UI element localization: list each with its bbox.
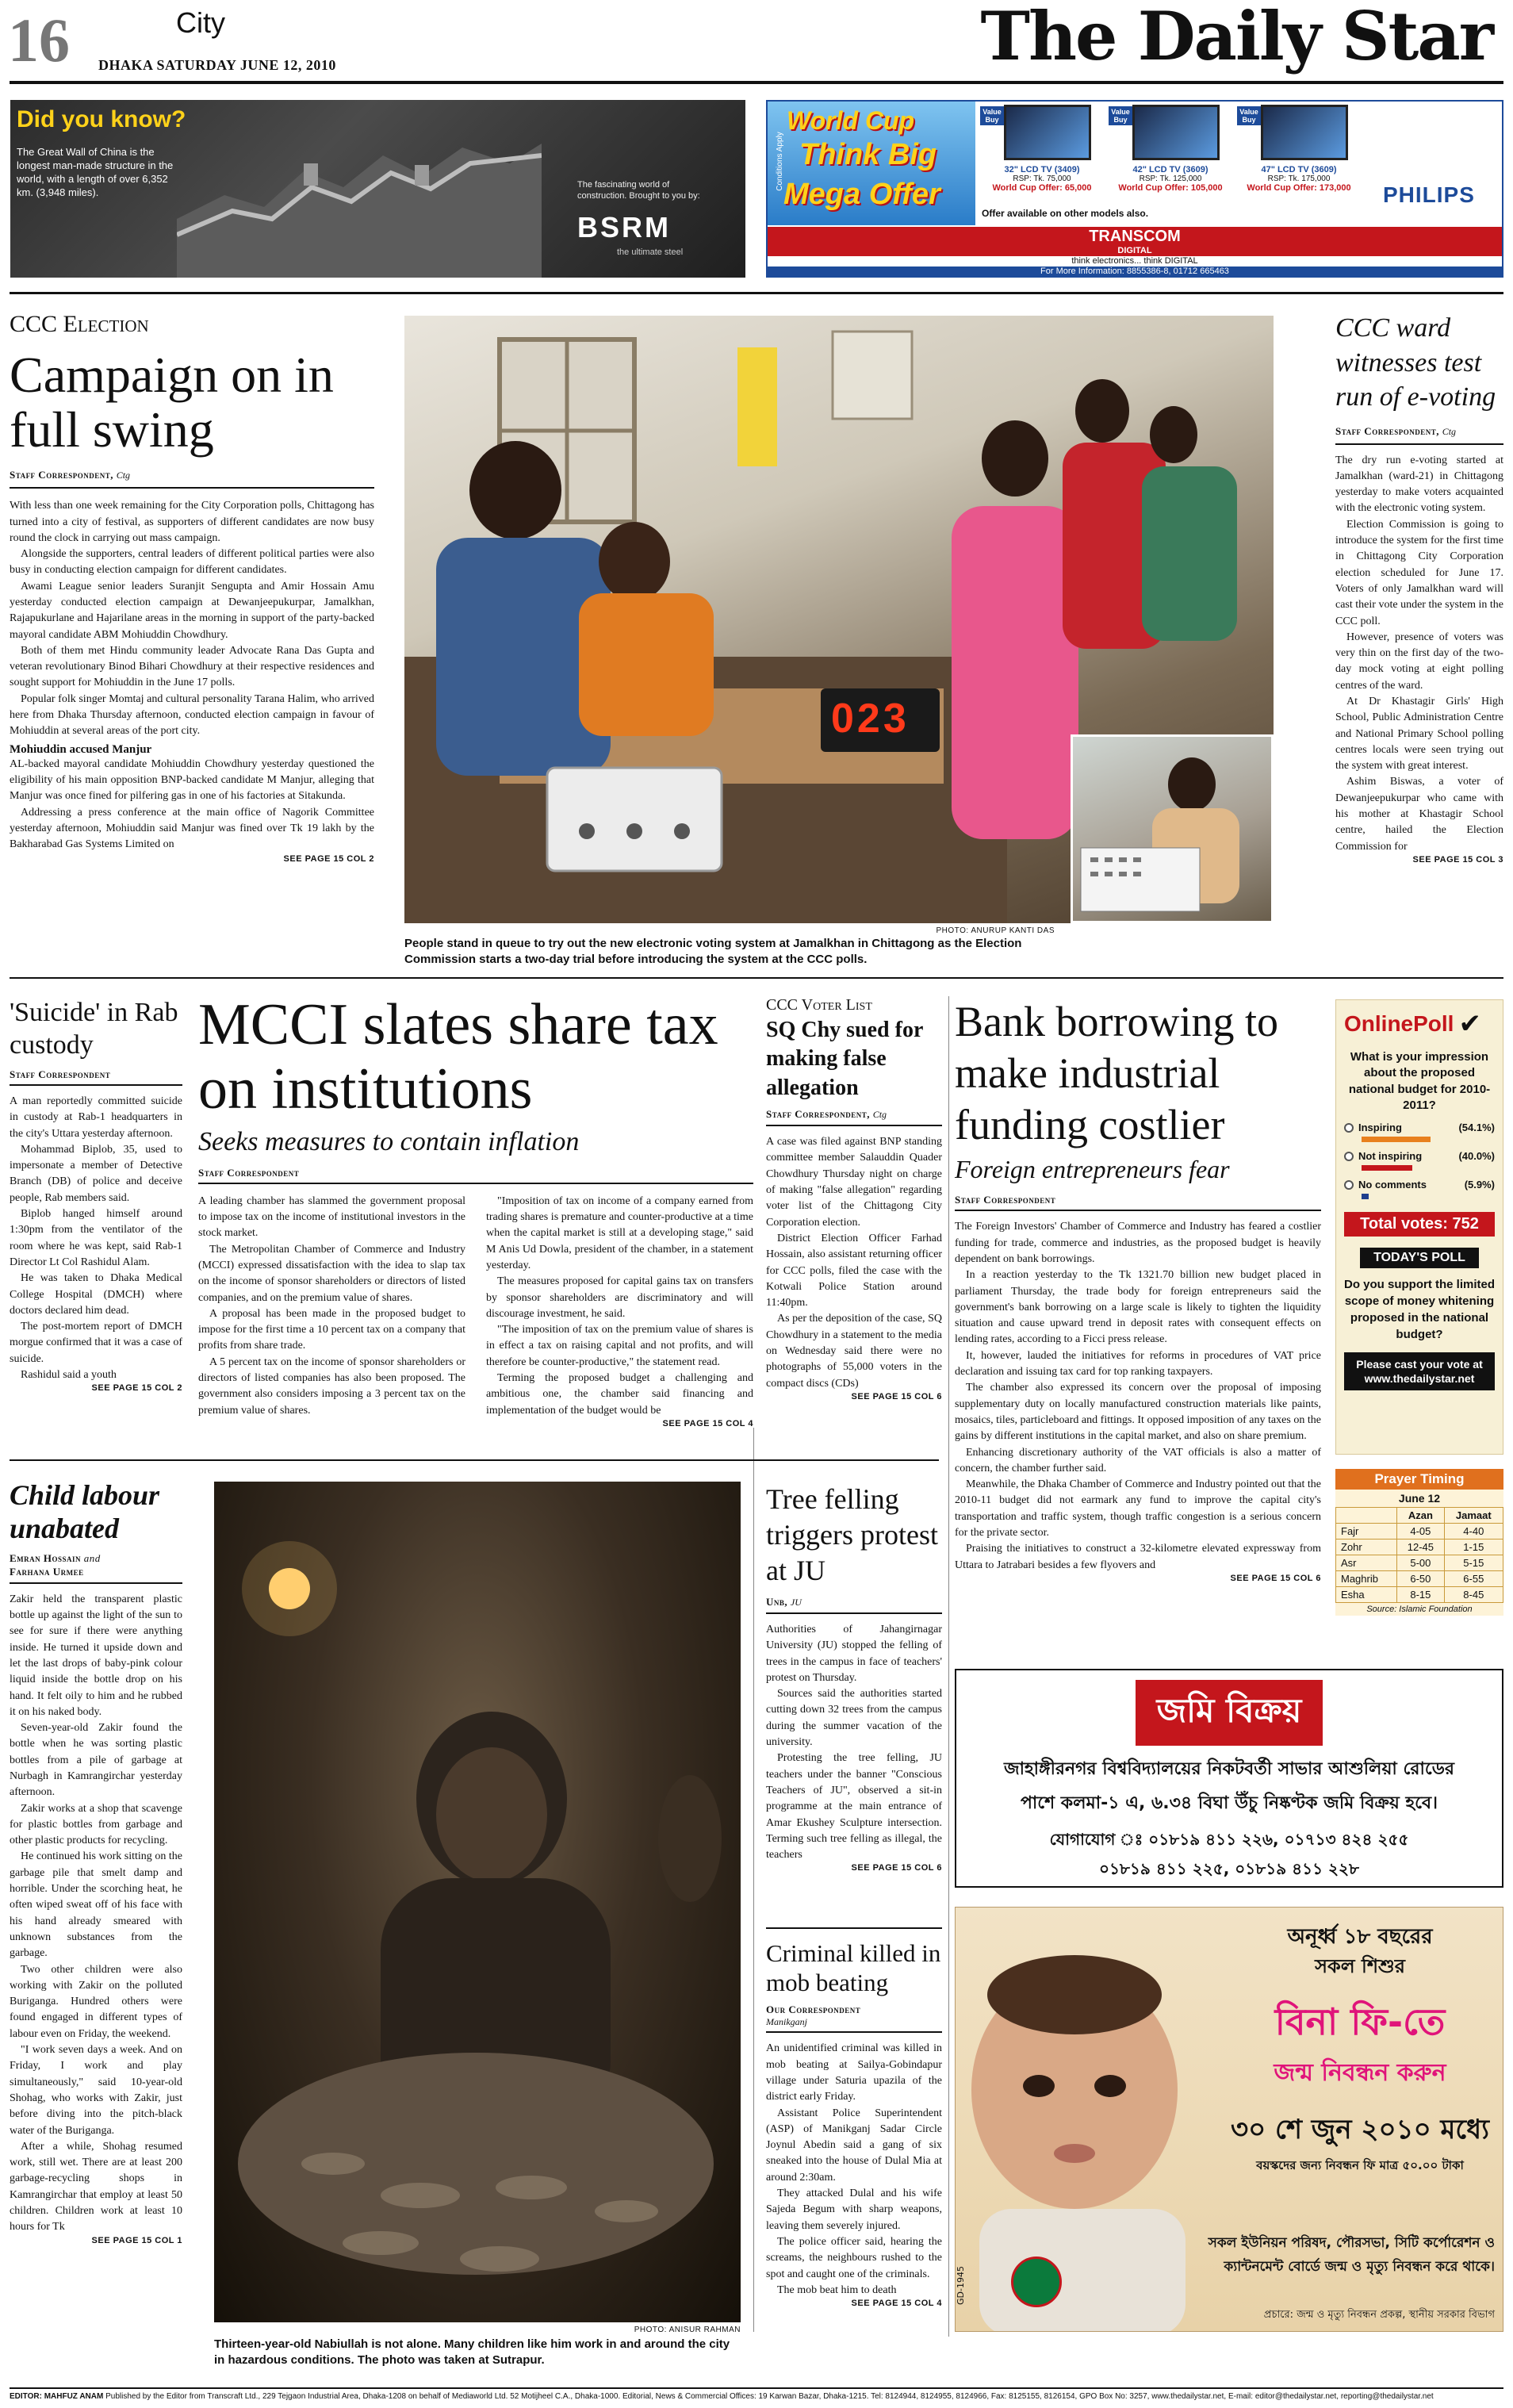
evoting-photo <box>404 316 1274 923</box>
paragraph: After a while, Shohag resumed work, still wet. There are at least 200 garbage-recycling shops in Kamrangirchar that employ at least 50 children. Children work at least 10 hours for Tk <box>10 2140 182 2234</box>
conditions-note: Conditions Apply <box>775 132 784 191</box>
byline <box>10 1552 182 1579</box>
poll-option-label: Inspiring <box>1358 1122 1402 1133</box>
mcci-story <box>198 993 753 1428</box>
paragraph: They attacked Dulal and his wife Sajeda Begum with sharp weapons, leaving them severely injured. <box>766 2188 942 2232</box>
paragraph: "The imposition of tax on the premium value of shares is in effect a tax on raising capital and not profits, and will therefore be counter-productive," the statement read. <box>486 1324 753 1368</box>
prayer-header-row <box>1336 1508 1503 1524</box>
divider <box>766 1125 942 1126</box>
paragraph: He was taken to Dhaka Medical College Hospital (DMCH) where doctors declared him dead. <box>10 1272 182 1317</box>
see-page-link[interactable]: SEE PAGE 15 COL 4 <box>851 2299 942 2309</box>
prayer-date: June 12 <box>1398 1492 1441 1505</box>
ccc-election-story <box>10 311 374 864</box>
bsrm-sub: the ultimate steel <box>617 247 684 257</box>
prayer-name: Zohr <box>1336 1540 1397 1555</box>
story-headline[interactable]: Tree felling triggers protest at JU <box>766 1483 938 1586</box>
product-offer: World Cup Offer: 173,000 <box>1247 183 1351 193</box>
paragraph: At Dr Khastagir Girls' High School, Public Administration Centre and National Primary School polling centres locals were seen trying out the system with great interest. <box>1335 696 1503 773</box>
story-headline[interactable]: Campaign on in full swing <box>10 347 334 458</box>
ad-line: পাশে কলমা-১ এ, ৬.৩৪ বিঘা উঁচু নিষ্কণ্টক জমি বিক্রয় হবে। <box>1020 1793 1438 1813</box>
byline-and: and <box>83 1551 101 1564</box>
radio-icon[interactable] <box>1344 1180 1354 1190</box>
see-page-link[interactable]: SEE PAGE 15 COL 6 <box>851 1391 942 1401</box>
prayer-name: Maghrib <box>1336 1571 1397 1587</box>
byline: Staff Correspondent <box>10 1068 111 1080</box>
see-page-link[interactable]: SEE PAGE 15 COL 6 <box>851 1863 942 1873</box>
paragraph: The Metropolitan Chamber of Commerce and Industry (MCCI) expressed dissatisfaction with the idea to slap tax on the income of sponsor shareholders or directors of listed companies, and on the premium value of shares. <box>198 1243 465 1304</box>
bank-story <box>955 996 1321 1583</box>
story-kicker: CCC Voter List <box>766 996 872 1014</box>
child-labour-photo <box>214 1482 741 2322</box>
paragraph: The chamber also expressed its concern over the proposal of imposing supplementary duty on locally manufactured construction materials like paints, mosaics, tiles, particleboard and fittings. It opposed imposition of any taxes on the gains by different institutions in the capital market, and also on share premium. <box>955 1382 1321 1443</box>
ad-sponsor: প্রচারে: জন্ম ও মৃত্যু নিবন্ধন প্রকল্প, স্থানীয় সরকার বিভাগ <box>1263 2309 1495 2321</box>
byline-name: Our Correspondent <box>766 2003 861 2016</box>
poll-header <box>1344 1008 1495 1040</box>
paragraph: Meanwhile, the Dhaka Chamber of Commerce and Industry pointed out that the 2010-11 budget did not earmark any fund to improve the capital city's transportation and traffic system, though traffic congestion is a serious concern for the private sector. <box>955 1478 1321 1540</box>
section-rule <box>766 1927 942 1929</box>
paragraph: Praising the initiatives to construct a 32-kilometre elevated expressway from Uttara to Jatrabari besides a few flyovers and <box>955 1543 1321 1571</box>
ad-contact: ০১৮১৯ ৪১১ ২২৫, ০১৮১৯ ৪১১ ২২৮ <box>1098 1859 1360 1878</box>
column-rule <box>948 996 949 2337</box>
column <box>198 1194 465 1428</box>
paragraph: However, presence of voters was very thin on the first day of the two-day mock voting at eight polling centres of the ward. <box>1335 631 1503 692</box>
divider <box>10 487 374 489</box>
paragraph: Alongside the supporters, central leaders of different political parties were also busy in conducting election campaign for different candidates. <box>10 548 374 577</box>
other-models-note: Offer available on other models also. <box>982 208 1149 219</box>
jamaat-time: 1-15 <box>1444 1540 1503 1555</box>
prayer-header-cell: Jamaat <box>1444 1508 1503 1524</box>
ad-free-text: বিনা ফি-তে <box>1274 2000 1446 2043</box>
poll-bar <box>1362 1194 1369 1199</box>
paragraph: A leading chamber has slammed the government proposal to impose tax on the income of institutional investors in the stock market. <box>198 1194 465 1240</box>
transcom-bar <box>768 227 1502 278</box>
poll-option-pct: (54.1%) <box>1458 1122 1495 1133</box>
prayer-name: Asr <box>1336 1555 1397 1571</box>
todays-poll-label: TODAY'S POLL <box>1360 1248 1479 1268</box>
paragraph: He continued his work sitting on the garbage pile that smelt damp and horrible. Under the scorching heat, he often wiped sweat off of his face with his hand already smeared with unknown substances from the garbage. <box>10 1850 182 1960</box>
ad-top-text: সকল শিশুর <box>1315 1955 1405 1977</box>
child-labour-story <box>10 1478 182 2245</box>
jamaat-time: 6-55 <box>1444 1571 1503 1587</box>
byline-name: Staff Correspondent <box>10 469 111 481</box>
poll-option[interactable] <box>1344 1122 1495 1142</box>
ad-code: GD-1945 <box>955 2266 966 2305</box>
govt-seal-icon <box>1011 2257 1062 2307</box>
byline: Staff Correspondent <box>955 1194 1056 1206</box>
prayer-row <box>1336 1540 1503 1555</box>
online-poll[interactable] <box>1335 999 1503 1455</box>
product-offer: World Cup Offer: 65,000 <box>992 183 1092 193</box>
bsrm-ad[interactable] <box>10 100 745 278</box>
see-page-link[interactable]: SEE PAGE 15 COL 6 <box>1230 1573 1321 1583</box>
paragraph: Awami League senior leaders Suranjit Sengupta and Amir Hossain Amu yesterday conducted election campaign at Dewanjeepukurpar, Jamalkhan, Rajapukurlane and Hajarilane areas in the morning in support of the party-backed mayoral candidate ABM Mohiuddin Chowdhury. <box>10 580 374 641</box>
paragraph: Rashidul said a youth <box>21 1368 117 1381</box>
prayer-source: Source: Islamic Foundation <box>1366 1605 1473 1614</box>
footer <box>10 2392 1503 2401</box>
paragraph: Protesting the tree felling, JU teachers under the banner "Conscious Teachers of JU", observed a sit-in programme at the main entrance of Amar Ekushey Sculpture intersection. Terming such tree felling as illegal, the teachers <box>766 1752 942 1862</box>
ad-offices-text: সকল ইউনিয়ন পরিষদ, পৌরসভা, সিটি কর্পোরেশন ও <box>1208 2235 1495 2251</box>
byline: Staff Correspondent, Ctg <box>766 1108 887 1121</box>
suicide-story <box>10 996 182 1393</box>
story-headline[interactable]: Criminal killed in mob beating <box>766 1939 941 1997</box>
story-kicker: CCC Election <box>10 311 149 337</box>
value-buy-badge: Value Buy <box>980 106 1004 125</box>
byline: Staff Correspondent, Ctg <box>1335 424 1457 437</box>
see-page-link[interactable]: SEE PAGE 15 COL 2 <box>91 1383 182 1394</box>
poll-option[interactable] <box>1344 1179 1495 1199</box>
product-name: 42" LCD TV (3609) <box>1132 165 1208 174</box>
column <box>486 1194 753 1428</box>
bsrm-logo <box>577 211 728 259</box>
jamaat-time: 8-45 <box>1444 1587 1503 1603</box>
paragraph: With less than one week remaining for the City Corporation polls, Chittagong has turned into a city of festival, as supporters of different candidates are now busy round the clock in carrying out mass campaign. <box>10 500 374 544</box>
poll-option-pct: (40.0%) <box>1458 1150 1495 1162</box>
azan-time: 8-15 <box>1397 1587 1444 1603</box>
ad-title: জমি বিক্রয় <box>1136 1680 1323 1746</box>
story-columns <box>198 1194 753 1428</box>
product-item[interactable] <box>1237 105 1361 224</box>
prayer-header-cell: Azan <box>1397 1508 1444 1524</box>
product-item[interactable] <box>1109 105 1232 224</box>
paragraph: Mohammad Biplob, 35, used to impersonate a member of Detective Branch (DB) of police and deceive people, Rab members said. <box>10 1143 182 1204</box>
vote-cta-link[interactable]: Please cast your vote at www.thedailystar.net <box>1344 1352 1495 1390</box>
masthead-rule <box>10 81 1503 84</box>
see-page-link[interactable]: SEE PAGE 15 COL 4 <box>662 1418 753 1428</box>
paragraph: The police officer said, hearing the screams, the neighbours rushed to the spot and caught one of the criminals. <box>766 2235 942 2280</box>
photo-caption: People stand in queue to try out the new electronic voting system at Jamalkhan in Chittagong as the Election Commission starts a two-day trial before introducing the system at the CCC polls. <box>404 937 1022 967</box>
prayer-header-cell <box>1336 1508 1397 1524</box>
ad-date-text: ৩০ শে জুন ২০১০ মধ্যে <box>1230 2114 1490 2145</box>
vote-counter-display: 023 <box>831 696 910 742</box>
radio-icon[interactable] <box>1344 1152 1354 1161</box>
paragraph: A case was filed against BNP standing committee member Salauddin Quader Chowdhury Thursday night on charge of making "false allegation" regarding voter list of the Chittagong City Corporation election. <box>766 1136 942 1229</box>
value-buy-badge: Value Buy <box>1237 106 1261 125</box>
prayer-name: Fajr <box>1336 1524 1397 1540</box>
divider <box>198 1183 753 1184</box>
paragraph: The measures proposed for capital gains tax on transfers by sponsor shareholders are discriminatory and will discourage investment, he said. <box>486 1275 753 1320</box>
birth-registration-ad[interactable] <box>955 1907 1503 2332</box>
ad-text: The Great Wall of China is the longest man-made structure in the world, with a length of over 6,352 km. (3,948 miles). <box>17 146 174 198</box>
poll-total: Total votes: 752 <box>1344 1212 1495 1237</box>
azan-time: 5-00 <box>1397 1555 1444 1571</box>
prayer-timing <box>1335 1469 1503 1616</box>
poll-bar <box>1362 1137 1431 1142</box>
divider <box>10 1084 182 1086</box>
poll-bar <box>1362 1165 1412 1171</box>
worldcup-title: World Cup <box>787 106 915 135</box>
value-buy-badge: Value Buy <box>1109 106 1132 125</box>
check-icon: ✔ <box>1458 1010 1481 1039</box>
product-rsp: RSP: Tk. 75,000 <box>1013 174 1071 183</box>
ad-register-text: জন্ম নিবন্ধন করুন <box>1274 2059 1446 2087</box>
story-headline[interactable]: SQ Chy sued for making false allegation <box>766 1018 923 1100</box>
paragraph: Enhancing discretionary authority of the VAT officials is also a matter of concern, the chamber further said. <box>955 1446 1321 1474</box>
divider <box>766 1612 942 1614</box>
sq-chy-story <box>766 996 942 1401</box>
paragraph: Assistant Police Superintendent (ASP) of Manikganj Sadar Circle Joynul Abedin said a gang of six sneaked into the house of Dulal Mia at around 2:30am. <box>766 2107 942 2184</box>
product-name: 32" LCD TV (3409) <box>1004 165 1080 174</box>
paragraph: Both of them met Hindu community leader Advocate Rana Das Gupta and veteran revolutionary Binod Bihari Chowdhury at their respective residences and sought support for Mohiuddin in the June 17 polls. <box>10 644 374 689</box>
prayer-title: Prayer Timing <box>1335 1469 1503 1490</box>
paragraph: AL-backed mayoral candidate Mohiuddin Chowdhury yesterday questioned the eligibility of his main opposition BNP-backed candidate M Manjur, alleging that Manjur was once fined for pilfering gas in one of his factories at Sitakunda. <box>10 757 374 803</box>
paragraph: As per the deposition of the case, SQ Chowdhury in a statement to the media on Wednesday said there were no photographs of 55,000 voters in the compact discs (CDs) <box>766 1313 942 1390</box>
byline-place: Ctg <box>1442 425 1457 437</box>
section-name: City <box>176 6 225 39</box>
paragraph: Seven-year-old Zakir found the bottle when he was sorting plastic bottles from a pile of garbage at Nurbagh in Kamrangirchar yesterday afternoon. <box>10 1722 182 1799</box>
page-number: 16 <box>8 6 70 75</box>
transcom-ad[interactable] <box>766 100 1503 278</box>
section-rule <box>10 1459 939 1461</box>
azan-time: 6-50 <box>1397 1571 1444 1587</box>
paragraph: The Foreign Investors' Chamber of Commerce and Industry has feared a costlier funding for trade, commerce and industries, as the proposed budget is heavily dependent on bank borrowings. <box>955 1221 1321 1265</box>
see-page-link[interactable]: SEE PAGE 15 COL 1 <box>91 2235 182 2245</box>
think-big-title: Think Big <box>799 138 937 171</box>
transcom-digital: DIGITAL <box>768 246 1502 256</box>
jamaat-time: 5-15 <box>1444 1555 1503 1571</box>
prayer-row <box>1336 1524 1503 1540</box>
worldcup-banner <box>768 102 975 225</box>
mega-offer-title: Mega Offer <box>783 178 940 211</box>
byline-place: Ctg <box>872 1109 887 1121</box>
evoting-inset-photo <box>1071 734 1274 923</box>
newspaper-logo[interactable]: The Daily Star <box>980 0 1492 75</box>
criminal-story <box>766 1938 942 2308</box>
divider <box>955 1210 1321 1211</box>
paragraph: It, however, lauded the initiatives for reforms in procedures of VAT price declaration and issuing tax card for top ranking taxpayers. <box>955 1349 1321 1378</box>
photo-credit: PHOTO: ANURUP KANTI DAS <box>936 926 1055 935</box>
todays-poll-question: Do you support the limited scope of money whitening proposed in the national budget? <box>1344 1278 1495 1341</box>
transcom-slogan: think electronics... think DIGITAL <box>1071 256 1198 266</box>
paragraph: "Imposition of tax on income of a company earned from trading shares is premature and counter-productive at a time when the capital market is still at a developing stage," said M Anis Ud Dowla, president of the chamber, in a statement yesterday. <box>486 1194 753 1271</box>
paragraph: A proposal has been made in the proposed budget to impose for the first time a 10 percent tax on a company that profits from share trade. <box>198 1307 465 1352</box>
ccc-ward-story <box>1335 311 1503 865</box>
byline-name: Staff Correspondent <box>766 1108 868 1121</box>
divider <box>10 1582 182 1584</box>
byline: Staff Correspondent, Ctg <box>10 469 131 481</box>
radio-icon[interactable] <box>1344 1123 1354 1133</box>
product-name: 47" LCD TV (3609) <box>1261 165 1337 174</box>
poll-option-pct: (5.9%) <box>1464 1179 1495 1191</box>
story-subheadline: Seeks measures to contain inflation <box>198 1126 580 1156</box>
paragraph: Authorities of Jahangirnagar University (JU) stopped the felling of trees in the campus in face of teachers' protest on Thursday. <box>766 1624 942 1684</box>
byline-name: Farhana Urmee <box>10 1565 84 1578</box>
byline: Unb, JU <box>766 1596 802 1608</box>
poll-option-label: Not inspiring <box>1358 1150 1423 1162</box>
byline-name: Unb <box>766 1596 785 1608</box>
jamaat-time: 4-40 <box>1444 1524 1503 1540</box>
paragraph: An unidentified criminal was killed in mob beating at Sailya-Gobindapur village under Saturia upazila of the district early Friday. <box>766 2042 942 2103</box>
story-headline[interactable]: CCC ward witnesses test run of e-voting <box>1335 313 1496 412</box>
poll-options <box>1344 1122 1495 1199</box>
subhead: Mohiuddin accused Manjur <box>10 742 152 756</box>
paragraph: A man reportedly committed suicide in custody at Rab-1 headquarters in the city's Uttara yesterday afternoon. <box>10 1095 182 1140</box>
poll-question: What is your impression about the proposed national budget for 2010-2011? <box>1348 1050 1491 1112</box>
prayer-row <box>1336 1587 1503 1603</box>
story-headline[interactable]: MCCI slates share tax on institutions <box>198 992 718 1122</box>
prayer-row <box>1336 1555 1503 1571</box>
prayer-name: Esha <box>1336 1587 1397 1603</box>
paragraph: Addressing a press conference at the main office of Nagorik Committee yesterday afternoon, Mohiuddin said Manjur was fined over Tk 19 lakh by the Bakharabad Gas Systems Limited on <box>10 806 374 851</box>
paragraph: Popular folk singer Momtaj and cultural personality Tarana Halim, who arrived here from Dhaka Thursday afternoon, conducted election campaign in favour of Mohiuddin at several areas of the port city. <box>10 692 374 738</box>
product-item[interactable] <box>980 105 1104 224</box>
ad-fee-text: বয়স্কদের জন্য নিবন্ধন ফি মাত্র ৫০.০০ টাকা <box>1256 2158 1464 2172</box>
poll-option[interactable] <box>1344 1150 1495 1171</box>
poll-title: OnlinePoll <box>1344 1011 1454 1036</box>
footer-rule <box>10 2387 1503 2389</box>
story-headline[interactable]: 'Suicide' in Rab custody <box>10 998 178 1060</box>
child-labour-scene <box>214 1482 741 2322</box>
ads-rule <box>10 292 1503 294</box>
story-headline[interactable]: Bank borrowing to make industrial funding costlier <box>955 998 1278 1148</box>
byline-place: Ctg <box>116 470 131 481</box>
photo-credit: PHOTO: ANISUR RAHMAN <box>634 2326 741 2334</box>
tv-image <box>1132 105 1220 160</box>
story-headline[interactable]: Child labour unabated <box>10 1479 160 1545</box>
philips-logo: PHILIPS <box>1383 182 1475 207</box>
column-rule <box>753 1428 754 2332</box>
bsrm-brand: BSRM <box>577 211 671 243</box>
paragraph: District Election Officer Farhad Hossain, also assistant returning officer for CCC polls, filed the case with the Kotwali Police Station around 11:40pm. <box>766 1232 942 1309</box>
paragraph: Terming the proposed budget a challenging and ambitious one, the chamber said financing and implementation of the budget would be <box>486 1372 753 1417</box>
transcom-info: For More Information: 8855386-8, 01712 665463 <box>768 266 1502 277</box>
paragraph: Two other children were also working with Zakir on the polluted Buriganga. Hundred others were found engaged in different types of labour even on Friday, the weekend. <box>10 1963 182 2040</box>
tv-image <box>1004 105 1091 160</box>
story-subheadline: Foreign entrepreneurs fear <box>955 1155 1230 1184</box>
ad-offices-text: ক্যান্টনমেন্ট বোর্ডে জন্ম ও মৃত্যু নিবন্ধন করে থাকে। <box>1224 2259 1495 2275</box>
paragraph: The dry run e-voting started at Jamalkhan (ward-21) in Chittagong yesterday to make voters acquainted with the electronic voting system. <box>1335 454 1503 515</box>
inset-scene <box>1073 737 1271 921</box>
divider <box>1335 443 1503 445</box>
transcom-name: TRANSCOM <box>768 227 1502 246</box>
paragraph: The mob beat him to death <box>777 2283 897 2296</box>
paragraph: Biplob hanged himself around 1:30pm from the ventilator of the room where he was kept, said Rab-1 Director Lt Col Rashidul Alam. <box>10 1208 182 1268</box>
byline-name: Emran Hossain <box>10 1551 82 1564</box>
prayer-row <box>1336 1571 1503 1587</box>
paragraph: Sources said the authorities started cutting down 32 trees from the campus during the summer vacation of the university. <box>766 1688 942 1749</box>
byline-place: JU <box>790 1597 802 1608</box>
editor-credit: EDITOR: MAHFUZ ANAM <box>10 2392 104 2401</box>
azan-time: 4-05 <box>1397 1524 1444 1540</box>
poll-option-label: No comments <box>1358 1179 1427 1191</box>
paragraph: The post-mortem report of DMCH morgue confirmed that it was a case of suicide. <box>10 1321 182 1365</box>
ad-line: জাহাঙ্গীরনগর বিশ্ববিদ্যালয়ের নিকটবর্তী সাভার আশুলিয়া রোডের <box>1004 1759 1454 1779</box>
see-page-link[interactable]: SEE PAGE 15 COL 2 <box>283 854 374 865</box>
prayer-table <box>1335 1507 1503 1603</box>
paragraph: Zakir held the transparent plastic bottle up against the light of the sun to see for sure if there were anything inside. He turned it upside down and let the last drops of baby-pink colour liquid inside the bottle drop on his hand. It felt oily to him and he rubbed it on his naked body. <box>10 1593 182 1718</box>
paragraph: Election Commission is going to introduce the system for the first time in Chittagong City Corporation election scheduled for June 17. Voters of only Jamalkhan ward will cast their vote under the system in the CCC poll. <box>1335 518 1503 627</box>
byline: Staff Correspondent <box>198 1166 300 1179</box>
paragraph: "I work seven days a week. And on Friday, I work and play simultaneously," said 10-year-old Shohag, who works with Zakir, just before diving into the pitch-black water of the Buriganga. <box>10 2044 182 2137</box>
section-rule <box>10 977 1503 979</box>
land-sale-ad[interactable] <box>955 1669 1503 1888</box>
paragraph: Ashim Biswas, a voter of Dewanjeepukurpar who came with his mother at Khastagir School centre, hailed the Election Commission for <box>1335 776 1503 853</box>
product-rsp: RSP: Tk. 125,000 <box>1139 174 1202 183</box>
product-list <box>980 105 1361 224</box>
see-page-link[interactable]: SEE PAGE 15 COL 3 <box>1412 854 1503 865</box>
byline-name: Staff Correspondent <box>1335 424 1437 437</box>
divider <box>766 2031 942 2033</box>
tree-story <box>766 1482 942 1873</box>
masthead <box>0 0 1513 79</box>
ad-heading: Did you know? <box>17 106 186 132</box>
byline-place: Manikganj <box>766 2016 807 2028</box>
tv-image <box>1261 105 1348 160</box>
photo-caption: Thirteen-year-old Nabiullah is not alone. Many children like him work in and around the city in hazardous conditions. The photo was taken at Sutrapur. <box>214 2337 730 2368</box>
dateline: DHAKA SATURDAY JUNE 12, 2010 <box>98 57 336 73</box>
paragraph: Zakir works at a shop that scavenge for plastic bottles from garbage and other plastic products for recycling. <box>10 1802 182 1847</box>
product-offer: World Cup Offer: 105,000 <box>1118 183 1223 193</box>
product-rsp: RSP: Tk. 175,000 <box>1267 174 1331 183</box>
paragraph: In a reaction yesterday to the Tk 1321.70 billion new budget placed in parliament Thursday, the trade body for foreign entrepreneurs said the government's bank borrowing on a large scale is likely to tighten the liquidity situation and cause upward trend in deposit rates with consequent effects on lending rates, according to a Ficci press release. <box>955 1269 1321 1346</box>
azan-time: 12-45 <box>1397 1540 1444 1555</box>
ad-contact: যোগাযোগ ঃ ০১৮১৯ ৪১১ ২২৬, ০১৭১৩ ৪২৪ ২৫৫ <box>1049 1830 1409 1849</box>
ad-top-text: অনূর্ধ্ব ১৮ বছরের <box>1287 1925 1433 1949</box>
ad-tagline: The fascinating world of construction. Brought to you by: <box>577 180 700 201</box>
footer-text: Published by the Editor from Transcraft Ltd., 229 Tejgaon Industrial Area, Dhaka-1208 on behalf of Mediaworld Ltd. 52 Motijheel C.A., Dhaka-1000. Editorial, News & Commercial Offices: 19 Karwan Bazar, Dhaka-1215. Tel: 8124944, 8124955, 8124966, Fax: 8125155, 8126154, GPO Box No: 3257, www.thedailystar.net, E-mail: editor@thedailystar.net, reporting@thedailystar.net <box>105 2392 1434 2401</box>
great-wall-image <box>177 100 542 278</box>
paragraph: A 5 percent tax on the income of sponsor shareholders or directors of listed companies has also been proposed. The government also considers imposing a 3 percent tax on the premium value of shares. <box>198 1355 465 1417</box>
